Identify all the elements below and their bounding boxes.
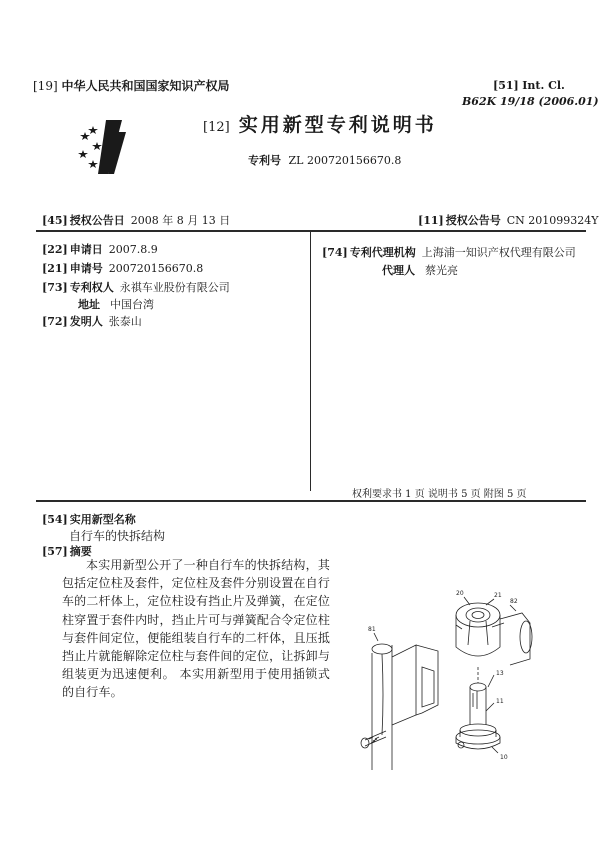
grant-date-field [42,212,230,228]
utility-model-title: 自行车的快拆结构 [69,529,166,543]
doc-type-line [203,110,437,137]
grant-date: 2008 年 8 月 13 日 [130,214,231,227]
filing-date-field [42,241,158,257]
column-divider [310,231,311,491]
address-field [76,296,154,312]
patentee-label: 专利权人 [69,281,114,294]
part-label-20: 20 [456,590,464,597]
sipo-emblem-icon [68,110,138,180]
code-21: [21] [42,262,68,275]
utility-model-title-label: 实用新型名称 [69,513,136,526]
code-22: [22] [42,243,68,256]
code-57: [57] [42,545,68,558]
agency: 上海浦一知识产权代理有限公司 [421,246,576,259]
abstract-text: 本实用新型公开了一种自行车的快拆结构，其包括定位柱及套件，定位柱及套件分别设置在自行车的二杆体上，定位柱设有挡止片及弹簧，在定位柱穿置于套件内时，挡止片可与弹簧配合令定位柱与套件间定位，便能组装自行车的二杆体，且压抵挡止片就能解除定位柱与套件间的定位，让拆卸与组装更为迅速便利。 本实用新型用于使用插锁式的自行车。 [62,558,330,700]
part-label-21: 21 [494,592,502,599]
quick-release-drawing [360,575,540,770]
agent-field [380,262,458,278]
code-72: [72] [42,315,68,328]
agent-label: 代理人 [382,264,415,277]
int-cl-heading [493,79,565,92]
patentee: 永祺车业股份有限公司 [119,281,230,294]
address-label: 地址 [78,298,100,311]
part-label-13: 13 [496,670,504,677]
application-number-label: 申请号 [69,262,103,275]
agency-field [322,244,576,260]
patent-number-label: 专利号 [248,154,281,167]
grant-number: CN 201099324Y [506,214,599,227]
address: 中国台湾 [110,298,154,311]
part-label-81: 81 [368,626,376,633]
code-19: [19] [33,79,58,93]
inventor-field [42,313,142,329]
rule-top [36,230,586,232]
abstract-label: 摘要 [69,545,92,558]
patentee-field [42,279,230,295]
application-number-field [42,260,203,276]
code-12: [12] [203,120,230,135]
office-line [33,77,229,94]
code-45: [45] [42,214,68,227]
patent-number-line [248,152,401,168]
application-number: 200720156670.8 [108,262,204,275]
inventor-label: 发明人 [69,315,103,328]
part-label-82: 82 [510,598,518,605]
office-name: 中华人民共和国国家知识产权局 [61,79,230,93]
code-51: [51] [493,79,519,92]
code-11: [11] [418,214,444,227]
utility-model-title-heading [42,511,136,527]
page-counts: 权利要求书 1 页 说明书 5 页 附图 5 页 [352,489,527,500]
part-label-10: 10 [500,754,508,761]
code-54: [54] [42,513,68,526]
rule-bottom [36,500,586,502]
grant-date-label: 授权公告日 [69,214,125,227]
filing-date-label: 申请日 [69,243,103,256]
patent-number: ZL 200720156670.8 [288,154,402,167]
grant-number-field [418,212,599,228]
code-73: [73] [42,281,68,294]
int-cl-label: Int. Cl. [522,79,565,92]
agency-label: 专利代理机构 [349,246,416,259]
inventor: 张泰山 [108,315,142,328]
doc-type: 实用新型专利说明书 [238,114,437,136]
int-cl-value: B62K 19/18 (2006.01) [462,95,599,108]
part-label-11: 11 [496,698,504,705]
agent: 蔡光亮 [425,264,458,277]
code-74: [74] [322,246,348,259]
filing-date: 2007.8.9 [108,243,158,256]
grant-number-label: 授权公告号 [445,214,501,227]
